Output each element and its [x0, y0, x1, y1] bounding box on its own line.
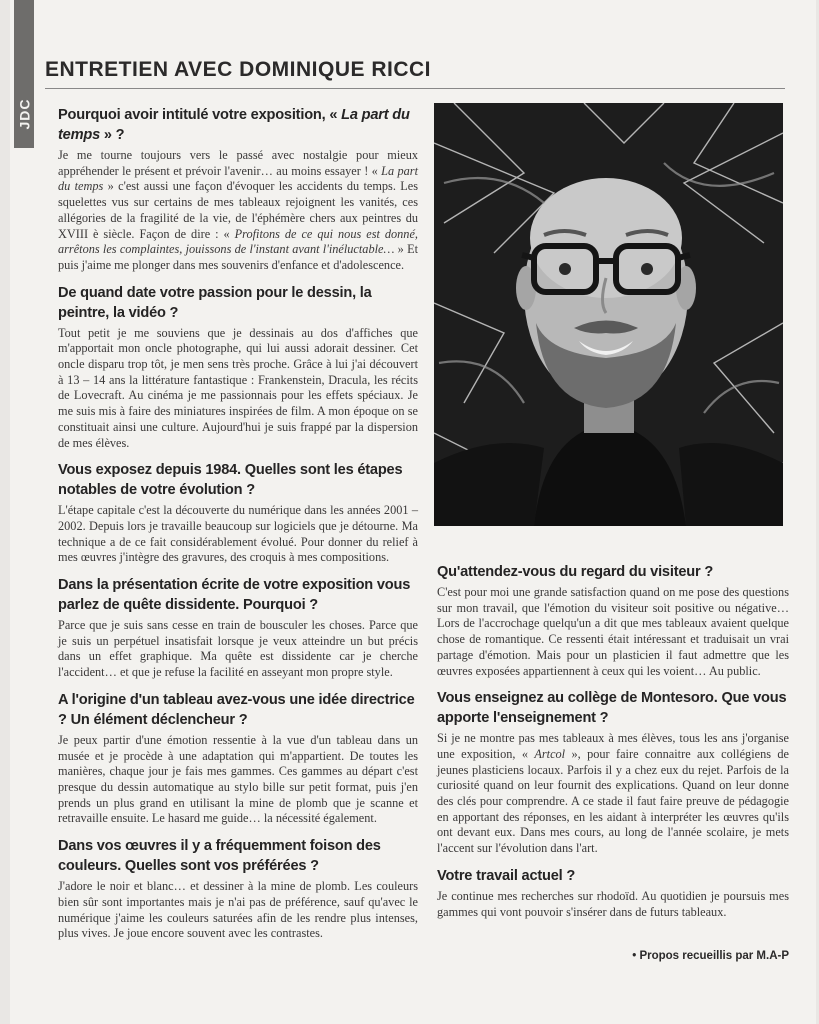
answer-text: Je me tourne toujours vers le passé avec nostalgie pour mieux appréhender le présent et prévoir l'avenir… au moins essayer ! « La part du temps » c'est aussi une façon d'évoquer les accidents du temps. Les squelettes vus sur certains de mes tableaux rejoignent les vanités, ces allégories de la fragilité de la vie, de l'éphémère chers aux peintres du XVIII è siècle. Façon de dire : « Profitons de ce qui nous est donné, arrêtons les complaintes, jouissons de l'instant avant l'inéluctable… » Et puis j'aime me plonger dans mes souvenirs d'enfance et d'adolescence.	[58, 148, 418, 272]
question-title: Vous enseignez au collège de Montesoro. Que vous apporte l'enseignement ?	[437, 690, 787, 727]
title-rule	[45, 88, 785, 89]
page-title: ENTRETIEN AVEC DOMINIQUE RICCI	[45, 58, 432, 81]
left-column	[58, 105, 418, 951]
right-column	[437, 562, 789, 929]
answer-text: Parce que je suis sans cesse en train de bousculer les choses. Parce que je suis un perpétuel insatisfait lorsque je veux atteindre un but précis dans un effet graphique. Ma quête est dissidente car je cherche l'accident… et que je refuse la facilité en asseyant mon propre style.	[58, 618, 418, 680]
question-title: Dans vos œuvres il y a fréquemment foison des couleurs. Quelles sont vos préférées ?	[58, 838, 381, 875]
question-title: De quand date votre passion pour le dessin, la peintre, la vidéo ?	[58, 284, 372, 321]
answer-text: Je continue mes recherches sur rhodoïd. Au quotidien je poursuis mes gammes qui vont pouvoir s'insérer dans de futurs tableaux.	[437, 888, 789, 919]
interview-credit: • Propos recueillis par M.A-P	[632, 950, 789, 962]
question-title: Qu'attendez-vous du regard du visiteur ?	[437, 564, 714, 580]
answer-text: Si je ne montre pas mes tableaux à mes élèves, tous les ans j'organise une exposition, « Artcol », pour faire connaitre aux collégiens de jeunes plasticiens locaux. Parfois il y a chez eux du rejet. Parfois de la curiosité quand on leur fournit des explications. Quand on leur donne des clés pour comprendre. A ce stade il faut faire preuve de pédagogie en apportant des réponses, en les aidant à interpréter les œuvres qu'ils ont devant eux. Dans mes cours, au long de l'année scolaire, je mets l'accent sur l'évolution dans l'art.	[437, 731, 789, 856]
question-title: A l'origine d'un tableau avez-vous une idée directrice ? Un élément déclencheur ?	[58, 691, 415, 728]
section-label	[14, 84, 34, 144]
answer-text: Je peux partir d'une émotion ressentie à la vue d'un tableau dans un musée et je procède à une adaptation qui m'appartient. De toutes les manières, chaque jour je fais mes gammes. Ces gammes au départ c'est presque du dessin automatique au stylo bille sur petit format, puis j'en prends un plus grand en utilisant la mine de plomb que je scanne et retravaille ensuite. Le hasard me guide… la nécessité également.	[58, 732, 418, 826]
question-title: Vous exposez depuis 1984. Quelles sont les étapes notables de votre évolution ?	[58, 462, 403, 499]
portrait-photo	[434, 103, 783, 526]
question-title: Pourquoi avoir intitulé votre exposition, « La part du temps » ?	[58, 107, 410, 143]
question-title: Dans la présentation écrite de votre exposition vous parlez de quête dissidente. Pourquoi ?	[58, 577, 411, 614]
section-label-text: JDC	[16, 98, 33, 130]
answer-text: L'étape capitale c'est la découverte du numérique dans les années 2001 – 2002. Depuis lors je travaille beaucoup sur logiciels que je détourne. Ma technique a de ce fait considérablement évolué. Pour donner du relief à mes œuvres j'intègre des gravures, des croquis à mes compositions.	[58, 503, 418, 565]
answer-text: J'adore le noir et blanc… et dessiner à la mine de plomb. Les couleurs bien sûr sont importantes mais je n'ai pas de préférence, sauf qu'avec le numérique j'aime les couleurs saturées afin de les rendre plus intenses, plus vives. Je joue encore souvent avec les contrastes.	[58, 879, 418, 941]
question-title: Votre travail actuel ?	[437, 867, 576, 884]
portrait-illustration	[434, 103, 783, 526]
answer-text: Tout petit je me souviens que je dessinais au dos d'affiches que m'apportait mon oncle photographe, qui lui aussi adorait dessiner. Cet oncle disparu trop tôt, je men sens très proche. Grâce à lui j'ai découvert à 13 – 14 ans la littérature fantastique : Frankenstein, Dracula, les récits de Lovecraft. Au cinéma je me passionnais pour les effets spéciaux. Je me suis mis à faire des miniatures inspirées de film. A mon époque on se constituait ainsi une culture. Aujourd'hui je suis frappé par la dispersion de mes élèves.	[58, 325, 418, 450]
answer-text: C'est pour moi une grande satisfaction quand on me pose des questions sur mon travail, que l'émotion du visiteur soit positive ou négative… Lors de l'accrochage quelqu'un a dit que mes tableaux avaient quelque chose de romantique. Ce ressenti était intéressant et traduisait un vrai partage d'émotion. Mais pour un plasticien il faut admettre que les œuvres exposées appartiennent à ceux qui les voient… Au public.	[437, 585, 789, 678]
